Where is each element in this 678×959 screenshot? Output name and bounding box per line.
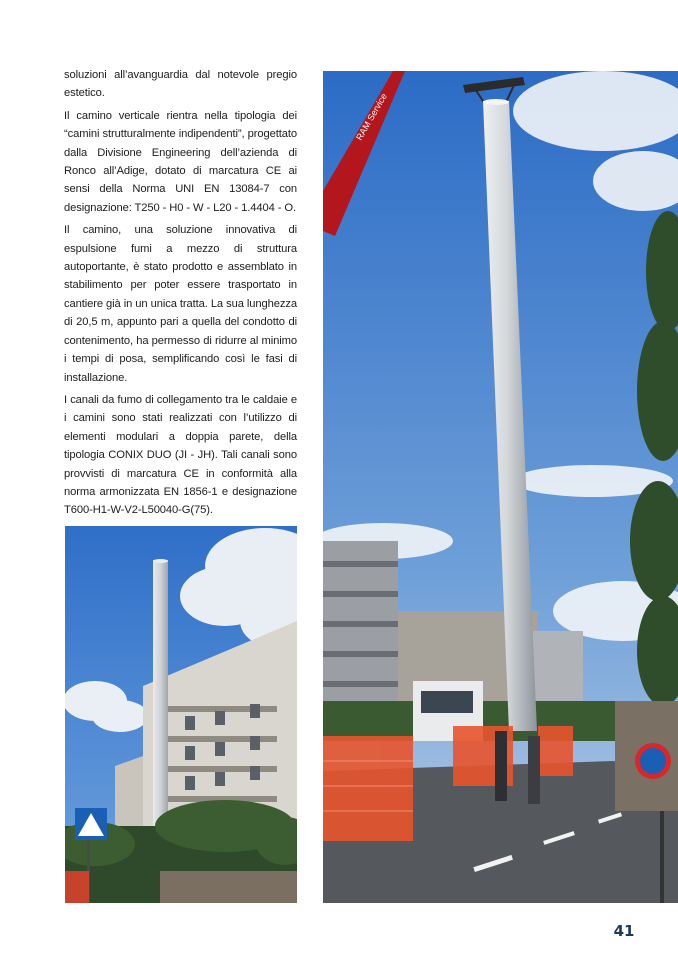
article-paragraph-2: Il camino verticale rientra nella tipologia dei “camini strutturalmente indipendenti”, progettato dalla Divisione Engineering dell’azienda di Ronco all’Adige, dotato di marcatura CE ai sensi della Norma UNI EN 13084-7 con designazione: T250 - H0 - W - L20 - 1.4404 - O.: [64, 109, 297, 214]
crane-label: RAM Service: [354, 91, 389, 142]
page-number: 41: [613, 922, 635, 940]
article-paragraph-3: Il camino, una soluzione innovativa di espulsione fumi a mezzo di struttura autoportante, è stato prodotto e assemblato in stabilimento per poter essere trasportato in cantiere già in un unica tratta. La sua lunghezza di 20,5 m, appunto pari a quella del condotto di contenimento, ha permesso di ridurre al minimo i tempi di posa, semplificando così le fasi di installazione.: [64, 224, 297, 384]
chimney-building-photo: [65, 526, 297, 903]
article-text-column: [64, 66, 297, 524]
chimney-installation-illustration: [323, 71, 678, 903]
chimney-installation-photo: [323, 71, 678, 903]
article-paragraph-1: soluzioni all’avanguardia dal notevole pregio estetico.: [64, 69, 297, 100]
chimney-building-illustration: [65, 526, 297, 903]
article-paragraph-4: I canali da fumo di collegamento tra le caldaie e i camini sono stati realizzati con l’utilizzo di elementi modulari a doppia parete, della tipologia CONIX DUO (JI - JH). Tali canali sono provvisti di marcatura CE in conformità alla norma armonizzata EN 1856-1 e designazione T600-H1-W-V2-L50040-G(75).: [64, 393, 297, 517]
